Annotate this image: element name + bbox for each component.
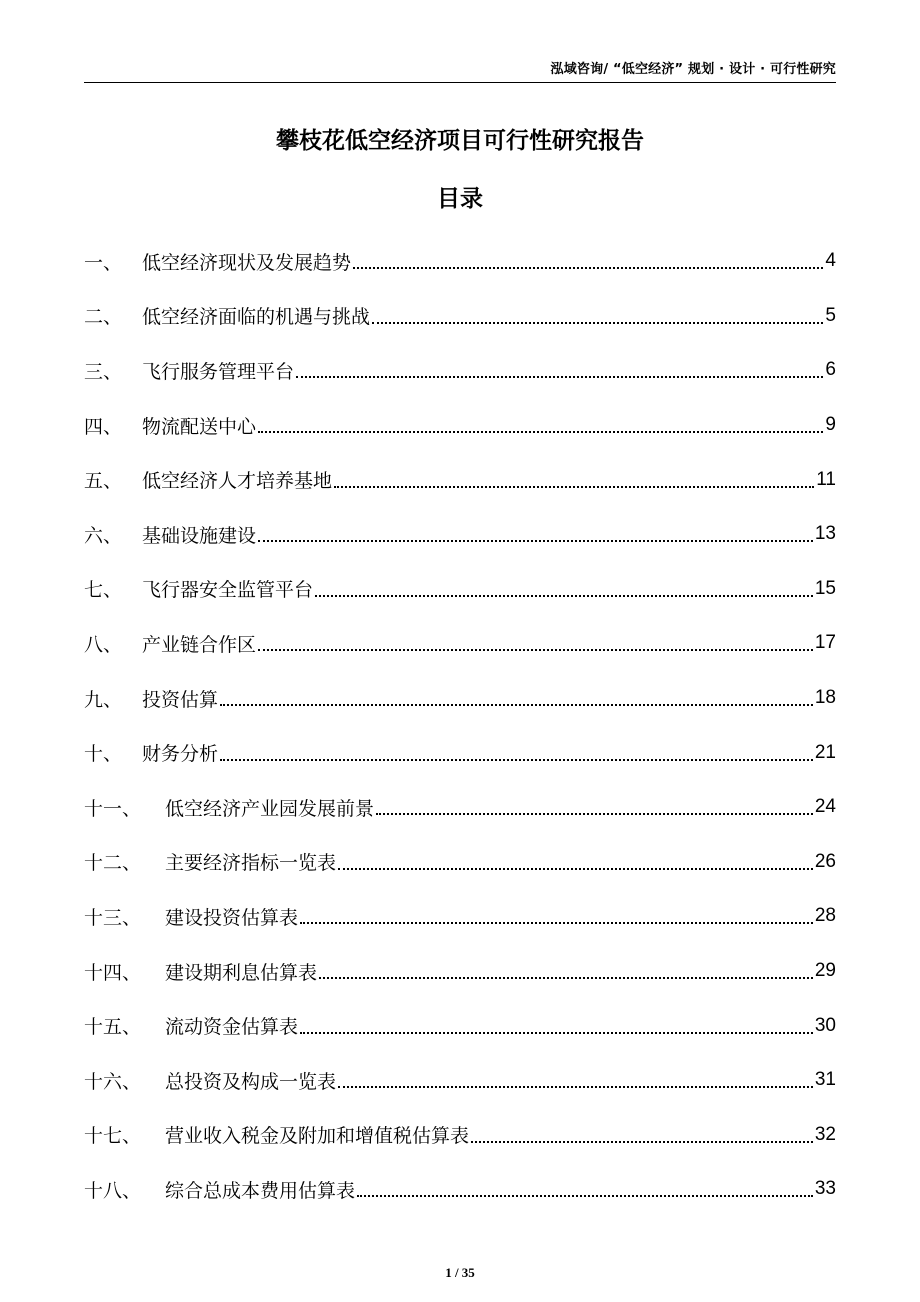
toc-entry[interactable] [84,562,836,617]
toc-entry-page: 15 [814,577,836,599]
toc-dot-leader [372,322,823,324]
header-divider [84,82,836,83]
toc-entry-number: 六、 [84,524,123,547]
toc-entry[interactable] [84,452,836,507]
toc-entry-page: 32 [814,1123,836,1145]
toc-entry-page: 18 [814,687,836,709]
toc-entry-title: 物流配送中心 [142,415,257,438]
toc-entry[interactable] [84,398,836,453]
toc-entry-number: 二、 [84,306,123,329]
toc-dot-leader [376,813,813,815]
toc-entry-title: 低空经济面临的机遇与挑战 [142,306,371,329]
toc-entry-title: 产业链合作区 [142,633,257,656]
toc-entry-page: 24 [814,796,836,818]
toc-entry[interactable] [84,835,836,890]
toc-entry-number: 一、 [84,251,123,274]
toc-entry[interactable] [84,343,836,398]
toc-dot-leader [338,868,813,870]
toc-entry-page: 28 [814,905,836,927]
toc-entry-title: 财务分析 [142,743,219,766]
toc-dot-leader [258,649,813,651]
toc-entry[interactable] [84,1108,836,1163]
toc-entry-title: 总投资及构成一览表 [165,1070,337,1093]
toc-dot-leader [338,1086,813,1088]
toc-dot-leader [353,267,823,269]
toc-entry[interactable] [84,1053,836,1108]
page-number: 1 / 35 [445,1265,475,1280]
toc-entry-title: 建设投资估算表 [165,906,299,929]
toc-entry-title: 综合总成本费用估算表 [165,1179,356,1202]
toc-entry-number: 十、 [84,743,123,766]
toc-dot-leader [296,376,823,378]
toc-entry-number: 八、 [84,633,123,656]
toc-entry-title: 建设期利息估算表 [165,961,318,984]
toc-entry-title: 飞行服务管理平台 [142,360,295,383]
toc-entry-page: 26 [814,850,836,872]
toc-entry[interactable] [84,616,836,671]
toc-entry-title: 主要经济指标一览表 [165,852,337,875]
toc-entry[interactable] [84,889,836,944]
toc-dot-leader [300,1032,813,1034]
toc-entry-number: 四、 [84,415,123,438]
toc-entry-number: 十四、 [84,961,142,984]
toc-entry-page: 9 [825,414,836,436]
toc-dot-leader [471,1141,813,1143]
toc-entry-title: 低空经济产业园发展前景 [165,797,375,820]
toc-entry-page: 30 [814,1014,836,1036]
toc-entry-number: 九、 [84,688,123,711]
toc-dot-leader [357,1195,813,1197]
toc-entry-number: 五、 [84,470,123,493]
toc-entry[interactable] [84,507,836,562]
toc-entry[interactable] [84,289,836,344]
document-title: 攀枝花低空经济项目可行性研究报告 [276,128,644,154]
toc-entry-number: 十八、 [84,1179,142,1202]
toc-entry-page: 5 [825,304,836,326]
toc-dot-leader [334,486,814,488]
toc-entry-title: 低空经济现状及发展趋势 [142,251,352,274]
toc-entry-number: 三、 [84,360,123,383]
toc-heading: 目录 [437,186,483,212]
toc-entry-page: 4 [825,250,836,272]
toc-dot-leader [315,595,813,597]
toc-entry-title: 投资估算 [142,688,219,711]
toc-dot-leader [220,759,813,761]
toc-entry-page: 21 [814,741,836,763]
toc-entry-page: 31 [814,1069,836,1091]
table-of-contents [84,234,836,1217]
toc-entry-page: 33 [814,1178,836,1200]
toc-dot-leader [300,922,813,924]
toc-entry-number: 七、 [84,579,123,602]
toc-entry-number: 十三、 [84,906,142,929]
toc-entry-number: 十七、 [84,1125,142,1148]
toc-entry-title: 流动资金估算表 [165,1016,299,1039]
toc-entry-page: 6 [825,359,836,381]
toc-entry-number: 十二、 [84,852,142,875]
toc-entry-page: 29 [814,960,836,982]
toc-entry-page: 13 [814,523,836,545]
toc-entry[interactable] [84,234,836,289]
toc-entry-page: 11 [816,468,836,490]
toc-entry-title: 飞行器安全监管平台 [142,579,314,602]
toc-entry[interactable] [84,1162,836,1217]
toc-entry-number: 十一、 [84,797,142,820]
toc-dot-leader [220,704,813,706]
toc-entry-page: 17 [814,632,836,654]
toc-dot-leader [258,540,813,542]
toc-entry-title: 低空经济人才培养基地 [142,470,333,493]
toc-entry-number: 十五、 [84,1016,142,1039]
toc-dot-leader [319,977,813,979]
toc-entry-number: 十六、 [84,1070,142,1093]
toc-entry[interactable] [84,671,836,726]
toc-entry-title: 基础设施建设 [142,524,257,547]
toc-entry[interactable] [84,725,836,780]
page-header: 泓域咨询/ “低空经济” 规划 · 设计 · 可行性研究 [550,62,836,77]
toc-entry-title: 营业收入税金及附加和增值税估算表 [165,1125,470,1148]
toc-entry[interactable] [84,944,836,999]
toc-entry[interactable] [84,780,836,835]
toc-entry[interactable] [84,998,836,1053]
toc-dot-leader [258,431,823,433]
